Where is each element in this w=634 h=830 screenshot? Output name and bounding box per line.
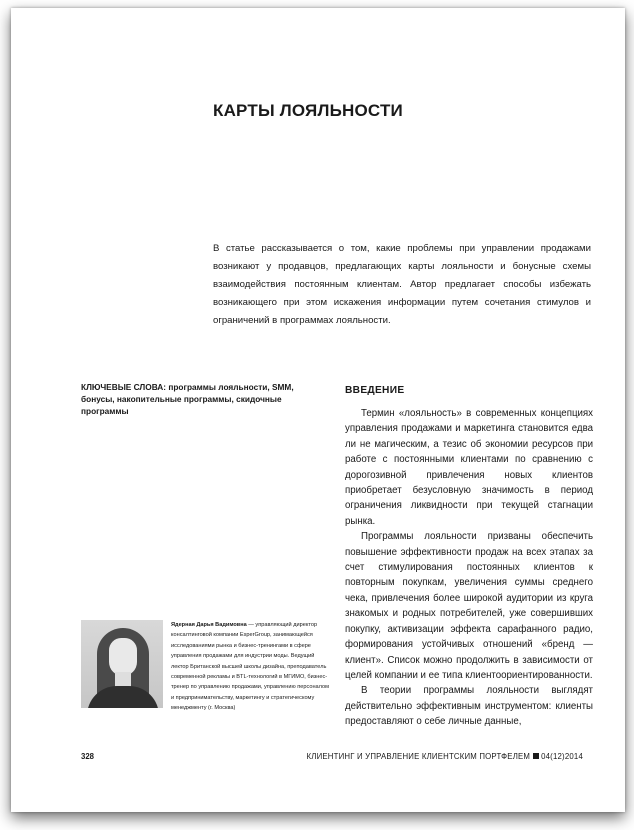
section-heading: ВВЕДЕНИЕ: [345, 385, 405, 396]
issue-number: 04(12)2014: [541, 752, 583, 761]
square-separator-icon: [533, 753, 539, 759]
body-paragraph: В теории программы лояльности выглядят действительно эффективным инструментом: клиенты предоставляют о себе личные данные,: [345, 685, 593, 728]
author-bio: [171, 620, 331, 714]
body-paragraph: Термин «лояльность» в современных концепциях управления продажами и маркетинга становится едва ли не магическим, а тезис об экономии ресурсов при работе с постоянными клиентами по сравнению с дорогозивной привлечения новых клиентов приобретает безусловную значимость в период ограничения ликвидности при текущей стагнации рынка.: [345, 408, 593, 527]
author-face-shape: [109, 638, 137, 676]
journal-page: [11, 8, 625, 812]
article-title: КАРТЫ ЛОЯЛЬНОСТИ: [213, 101, 403, 120]
author-bio-text: — управляющий директор консалтинговой компании EsperGroup, занимающейся исследованиями рынка и бизнес-тренингами в сфере управления продажами для индустрии моды. Ведущий лектор Британской высшей школы дизайна, преподаватель современной рекламы и BTL-технологий в МГИМО, бизнес-тренер по управлению продажами, управлению персоналом и предпринимательству, маркетингу и стратегическому менеджменту (г. Москва): [171, 622, 329, 712]
keywords: КЛЮЧЕВЫЕ СЛОВА: программы лояльности, SMM, бонусы, накопительные программы, скидочные программы: [81, 382, 294, 416]
author-name: Ядерная Дарья Вадимовна: [171, 622, 247, 628]
running-footer: [307, 752, 583, 761]
body-paragraph: Программы лояльности призваны обеспечить повышение эффективности продаж на всех этапах за счет стимулирования постоянных клиентов к повторным покупкам, увеличения суммы среднего чека, привлечения более широкой аудитории из круга знакомых и родных потребителей, уже совершивших покупку, активизации эффекта сарафанного радио, формирования устойчивых отношений «бренд — клиент». Список можно продолжить в зависимости от целей компании и ее типа клиентоориентированности.: [345, 531, 593, 681]
article-abstract: В статье рассказывается о том, какие проблемы при управлении продажами возникают у продавцов, предлагающих карты лояльности и бонусные схемы взаимодействия постоянным клиентам. Автор предлагает способы избежать возникающего при этом искажения информации путем сочетания стимулов и ограничений в программах лояльности.: [213, 243, 591, 326]
author-photo: [81, 620, 163, 708]
page-number: 328: [81, 752, 95, 761]
section-body: [345, 406, 593, 730]
journal-name: КЛИЕНТИНГ И УПРАВЛЕНИЕ КЛИЕНТСКИМ ПОРТФЕЛЕМ: [306, 752, 531, 761]
